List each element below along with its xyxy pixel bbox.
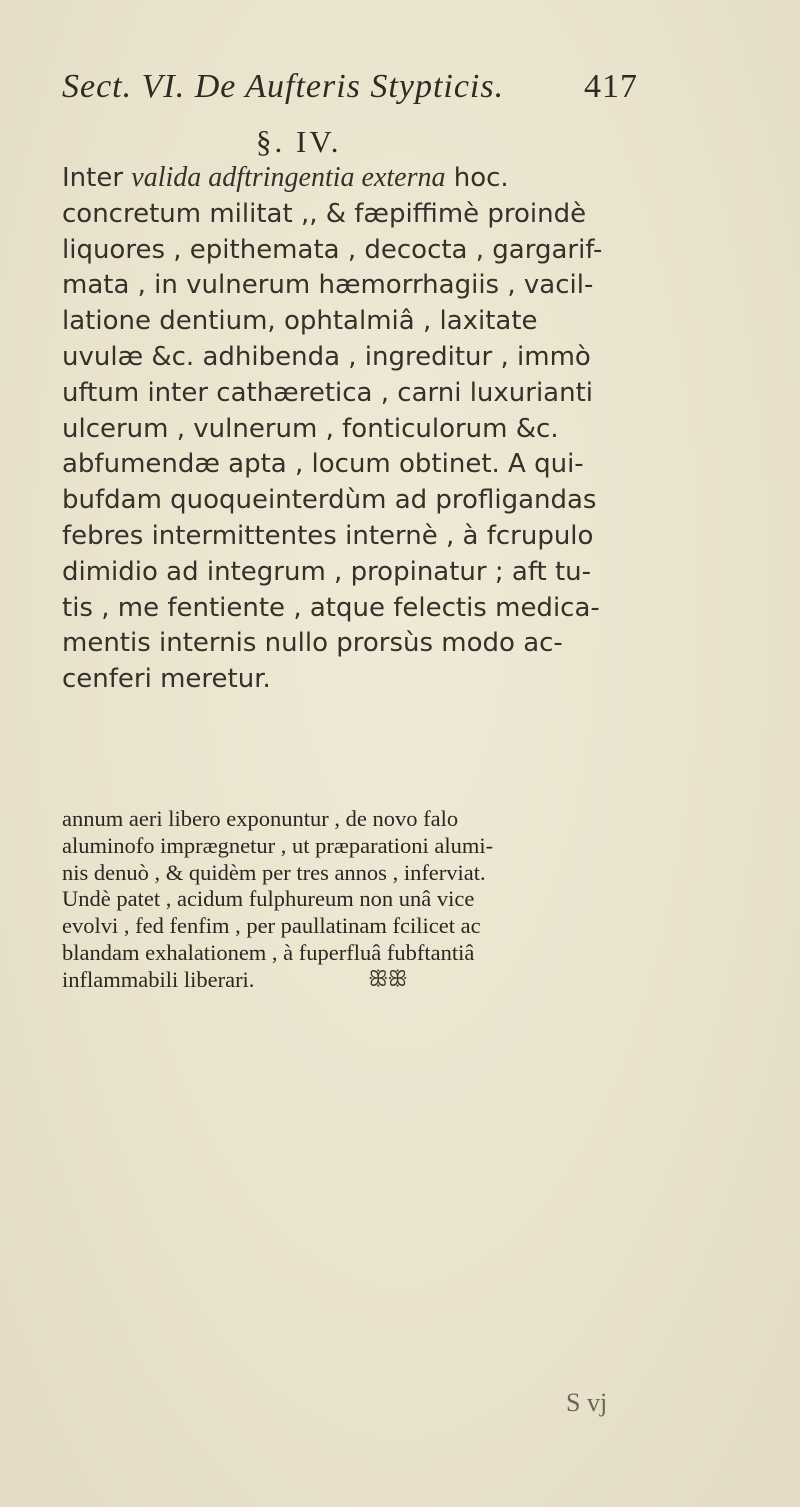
footnote-paragraph xyxy=(62,806,662,994)
note-line: nis denuò , & quidèm per tres annos , inferviat. xyxy=(62,859,486,885)
main-line-0-italic: valida adftringentia externa xyxy=(131,162,446,193)
main-line: latione dentium, ophtalmiâ , laxitate xyxy=(62,306,538,337)
running-head-title: Sect. VI. De Aufteris Stypticis. xyxy=(62,68,505,105)
main-line-0 xyxy=(62,160,662,197)
main-line: abfumendæ apta , locum obtinet. A qui- xyxy=(62,449,584,480)
main-line: mata , in vulnerum hæmorrhagiis , vacil- xyxy=(62,270,594,301)
main-line: cenferi meretur. xyxy=(62,664,271,695)
main-line: concretum militat ,, & fæpiffimè proindè xyxy=(62,198,587,229)
main-line: tis , me fentiente , atque felectis medica- xyxy=(62,592,600,623)
main-line: uftum inter cathæretica , carni luxurianti xyxy=(62,377,594,408)
main-line: dimidio ad integrum , propinatur ; aft tu- xyxy=(62,556,592,587)
main-line: mentis internis nullo prorsùs modo ac- xyxy=(62,628,563,659)
signature-mark: S vj xyxy=(566,1388,608,1417)
main-line: liquores , epithemata , decocta , gargarif- xyxy=(62,234,603,265)
note-line: Undè patet , acidum fulphureum non unâ vice xyxy=(62,886,475,912)
main-paragraph xyxy=(62,160,662,698)
main-line-0-end: hoc. xyxy=(445,163,509,193)
note-line: annum aeri libero exponuntur , de novo falo xyxy=(62,806,459,831)
section-heading: §. IV. xyxy=(256,124,342,159)
main-line: febres intermittentes internè , à fcrupulo xyxy=(62,520,594,551)
note-line: aluminofo imprægnetur , ut præparationi alumi- xyxy=(62,832,494,858)
main-line-0-start: Inter xyxy=(62,163,132,193)
main-line: ulcerum , vulnerum , fonticulorum &c. xyxy=(62,413,559,444)
note-line: inflammabili liberari. xyxy=(62,966,255,992)
note-line: blandam exhalationem , à fuperfluâ fubftantiâ xyxy=(62,939,475,965)
main-line: bufdam quoqueinterdùm ad profligandas xyxy=(62,485,597,516)
ornament-icon: ꕥꕥ xyxy=(368,966,407,991)
page-number: 417 xyxy=(584,68,638,105)
note-line: evolvi , fed fenfim , per paullatinam fcilicet ac xyxy=(62,913,481,939)
main-line: uvulæ &c. adhibenda , ingreditur , immò xyxy=(62,341,591,372)
running-head xyxy=(62,68,662,112)
